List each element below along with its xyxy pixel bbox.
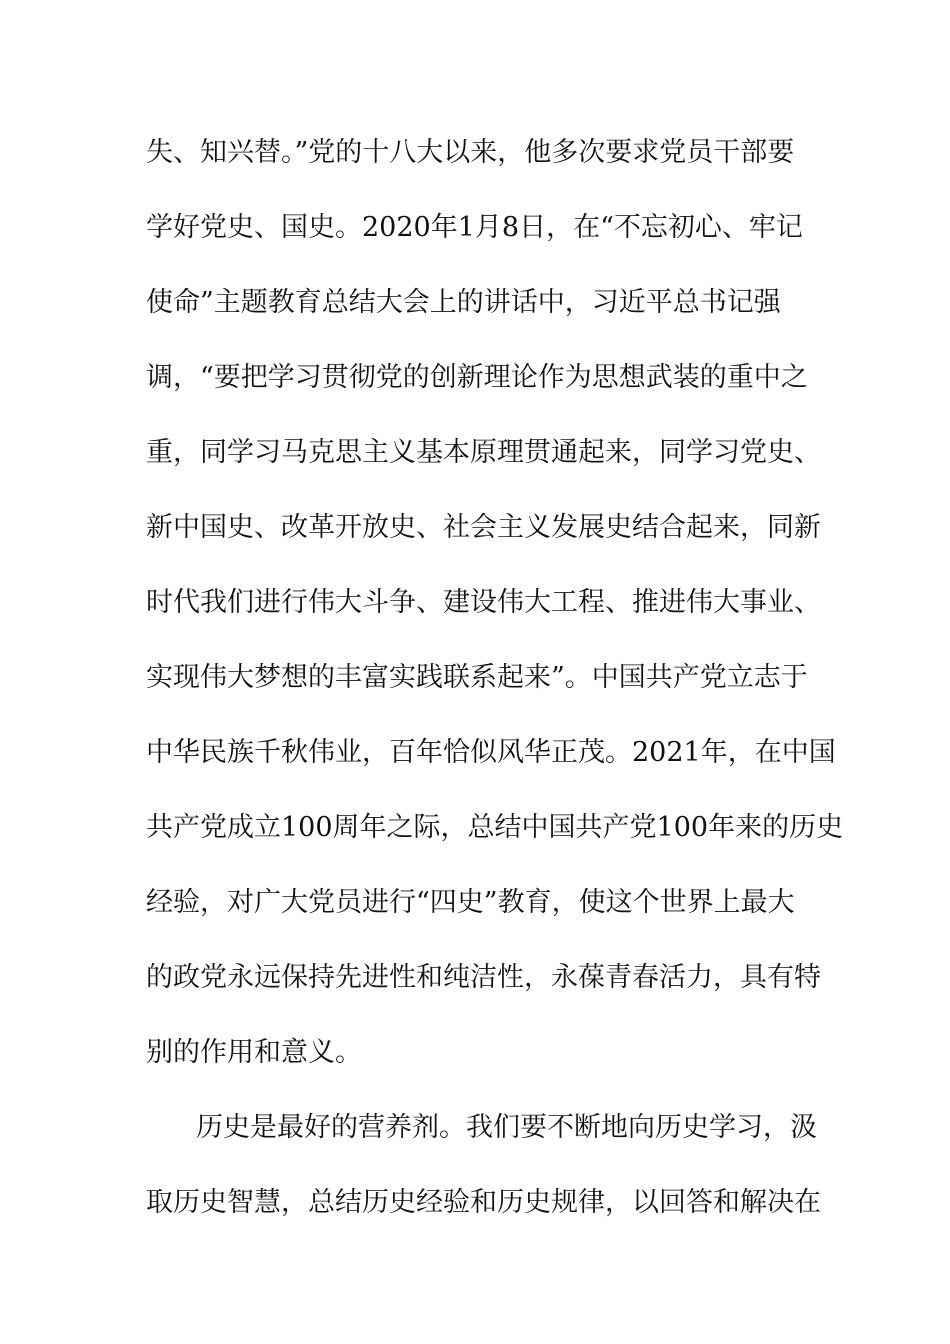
paragraph-start-line: 历史是最好的营养剂。我们要不断地向历史学习，汲	[196, 1112, 817, 1143]
text-line-10: 共产党成立100周年之际，总结中国共产党100年来的历史	[146, 812, 844, 843]
text-line-3: 使命”主题教育总结大会上的讲话中，习近平总书记强	[146, 287, 781, 318]
text-line-11: 经验，对广大党员进行“四史”教育，使这个世界上最大	[146, 887, 795, 918]
text-line-12: 的政党永远保持先进性和纯洁性，永葆青春活力，具有特	[146, 962, 821, 993]
text-line-4: 调，“要把学习贯彻党的创新理论作为思想武装的重中之	[146, 362, 808, 393]
text-line-5: 重，同学习马克思主义基本原理贯通起来，同学习党史、	[146, 437, 821, 468]
text-line-1: 失、知兴替。”党的十八大以来，他多次要求党员干部要	[146, 137, 795, 168]
text-line-7: 时代我们进行伟大斗争、建设伟大工程、推进伟大事业、	[146, 587, 821, 618]
text-line-6: 新中国史、改革开放史、社会主义发展史结合起来，同新	[146, 512, 821, 543]
text-line-9: 中华民族千秋伟业，百年恰似风华正茂。2021年，在中国	[146, 737, 836, 768]
text-line-2: 学好党史、国史。2020年1月8日，在“不忘初心、牢记	[146, 212, 803, 243]
text-line-13: 别的作用和意义。	[146, 1037, 362, 1068]
text-line-8: 实现伟大梦想的丰富实践联系起来”。中国共产党立志于	[146, 662, 808, 693]
text-line-15: 取历史智慧，总结历史经验和历史规律，以回答和解决在	[146, 1187, 821, 1218]
